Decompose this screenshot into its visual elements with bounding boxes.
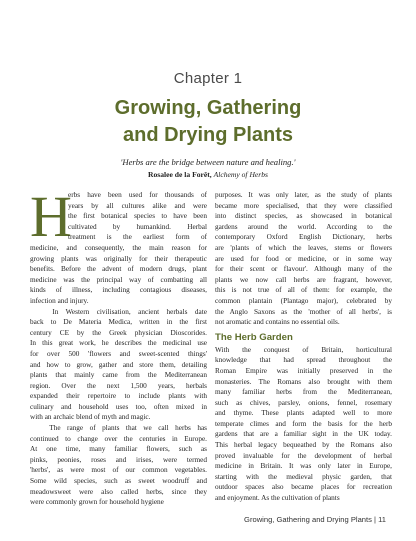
text-line: for their scent or flavour'. Although many of the bbox=[215, 265, 392, 274]
text-line: With the conquest of Britain, horticultural bbox=[215, 345, 392, 354]
epigraph-quote: 'Herbs are the bridge between nature and healing.' bbox=[120, 157, 296, 167]
text-line: medicine in Britain. It was only later in Europe, bbox=[215, 462, 392, 471]
text-line: kinds of illness, including contagious diseases, bbox=[30, 286, 207, 295]
text-line: 'herbs', as were most of our common vegetables. bbox=[30, 466, 207, 475]
text-line: purposes. It was only later, as the study of plants bbox=[215, 191, 392, 199]
text-line: medicine was the principal way of combatting all bbox=[30, 275, 207, 284]
epigraph-attribution bbox=[0, 170, 416, 179]
attribution-book: Alchemy of Herbs bbox=[213, 170, 268, 179]
text-line: and enjoyment. As the cultivation of plants bbox=[215, 494, 340, 503]
text-line: knowledge that had spread throughout the bbox=[215, 356, 392, 365]
page-footer: Growing, Gathering and Drying Plants | 11 bbox=[244, 515, 386, 524]
right-text-column bbox=[215, 190, 392, 504]
text-line: continued to change over the centuries in Europe. bbox=[30, 434, 207, 443]
text-line: plants that mainly came from the Mediterranean bbox=[30, 371, 207, 380]
text-line: century CE by the Greek physician Dioscorides. bbox=[30, 328, 207, 337]
text-line: growing plants was originally for their therapeutic bbox=[30, 254, 207, 263]
text-line: monasteries. The Romans also brought with them bbox=[215, 377, 392, 386]
attribution-author: Rosalee de la Forêt, bbox=[148, 170, 212, 179]
text-line: In this great work, he describes the medicinal use bbox=[30, 339, 207, 348]
text-line: gardens around the world. According to the bbox=[215, 222, 392, 231]
text-line: meadowsweet were also called herbs, since they bbox=[30, 487, 207, 496]
text-line: expanded their repertoire to include plants with bbox=[30, 392, 207, 401]
section-heading: The Herb Garden bbox=[215, 331, 293, 343]
text-line: contemporary Oxford English Dictionary, herbs bbox=[215, 233, 392, 242]
text-line: region. Over the next 1,500 years, herbals bbox=[30, 381, 207, 390]
text-line: many familiar herbs from the Mediterranean, bbox=[215, 388, 392, 397]
text-line: common plantain (Plantago major), celebrated by bbox=[215, 296, 392, 305]
text-line: into distinct species, as showcased in botanical bbox=[215, 212, 392, 221]
text-line: are 'plants of which the leaves, stems or flowers bbox=[215, 243, 392, 252]
text-line: culinary and household uses too, often mixed in bbox=[30, 402, 207, 411]
text-line: This herbal legacy bequeathed by the Romans also bbox=[215, 441, 392, 450]
text-line: plants we now call herbs are fragrant, however, bbox=[215, 275, 392, 284]
text-line: pinks, peonies, roses and irises, were termed bbox=[30, 455, 207, 464]
text-line: proved invaluable for the development of herbal bbox=[215, 451, 392, 460]
right-column-herb-garden bbox=[215, 345, 392, 504]
text-line: treatment is the earliest form of bbox=[68, 233, 207, 242]
chapter-title-line-2: and Drying Plants bbox=[122, 124, 294, 146]
text-line: gardens that are a familiar sight in the UK today. bbox=[215, 430, 392, 439]
text-line: Roman Empire was initially preserved in the bbox=[215, 366, 392, 375]
chapter-label: Chapter 1 bbox=[173, 70, 243, 87]
chapter-title-line-1: Growing, Gathering bbox=[114, 97, 302, 119]
text-line: are used for food or medicine, or in some way bbox=[215, 254, 392, 263]
text-line: temperate climes and form the basis for the herb bbox=[215, 419, 392, 428]
left-text-column bbox=[30, 184, 207, 508]
text-line: and how to grow, gather and store them, detailing bbox=[30, 360, 207, 369]
text-line: At one time, many familiar flowers, such as bbox=[30, 445, 207, 454]
text-line: such as chives, parsley, onions, fennel, rosemary bbox=[215, 398, 392, 407]
text-line: this is not true of all of them: for example, the bbox=[215, 286, 392, 295]
text-line: erbs have been used for thousands of bbox=[68, 191, 207, 199]
text-line: In Western civilisation, ancient herbals date bbox=[30, 307, 207, 316]
text-line: became more specialised, that they were classified bbox=[215, 201, 392, 210]
text-line: for over 500 'flowers and sweet-scented things' bbox=[30, 349, 207, 358]
text-line: infection and injury. bbox=[30, 296, 89, 305]
text-line: the Anglo Saxons as the 'mother of all herbs', is bbox=[215, 307, 392, 316]
chapter-title bbox=[0, 95, 416, 149]
text-line: with an archaic blend of myth and magic. bbox=[30, 413, 151, 422]
text-line: were commonly grown for household hygiene bbox=[30, 498, 164, 507]
text-line: starting with the medieval physic garden, that bbox=[215, 472, 392, 481]
right-column-intro bbox=[215, 190, 392, 328]
text-line: years by all cultures alike and were bbox=[68, 201, 207, 210]
text-line: cultivated by humankind. Herbal bbox=[68, 222, 207, 231]
text-line: and thyme. These plants adapted well to more bbox=[215, 409, 392, 418]
text-line: not aromatic and contains no essential oils. bbox=[215, 318, 340, 327]
text-line: Some wild species, such as sweet woodruff and bbox=[30, 477, 207, 486]
text-line: back to De Materia Medica, written in the first bbox=[30, 318, 207, 327]
text-line: medicine, and consequently, the main reason for bbox=[30, 243, 207, 252]
text-line: the first botanical species to have been bbox=[68, 212, 207, 221]
text-line: outdoor spaces also became places for recreation bbox=[215, 483, 392, 492]
drop-cap: H bbox=[30, 184, 72, 249]
text-line: The range of plants that we call herbs has bbox=[30, 424, 207, 433]
text-line: benefits. Before the advent of modern drugs, plant bbox=[30, 265, 207, 274]
